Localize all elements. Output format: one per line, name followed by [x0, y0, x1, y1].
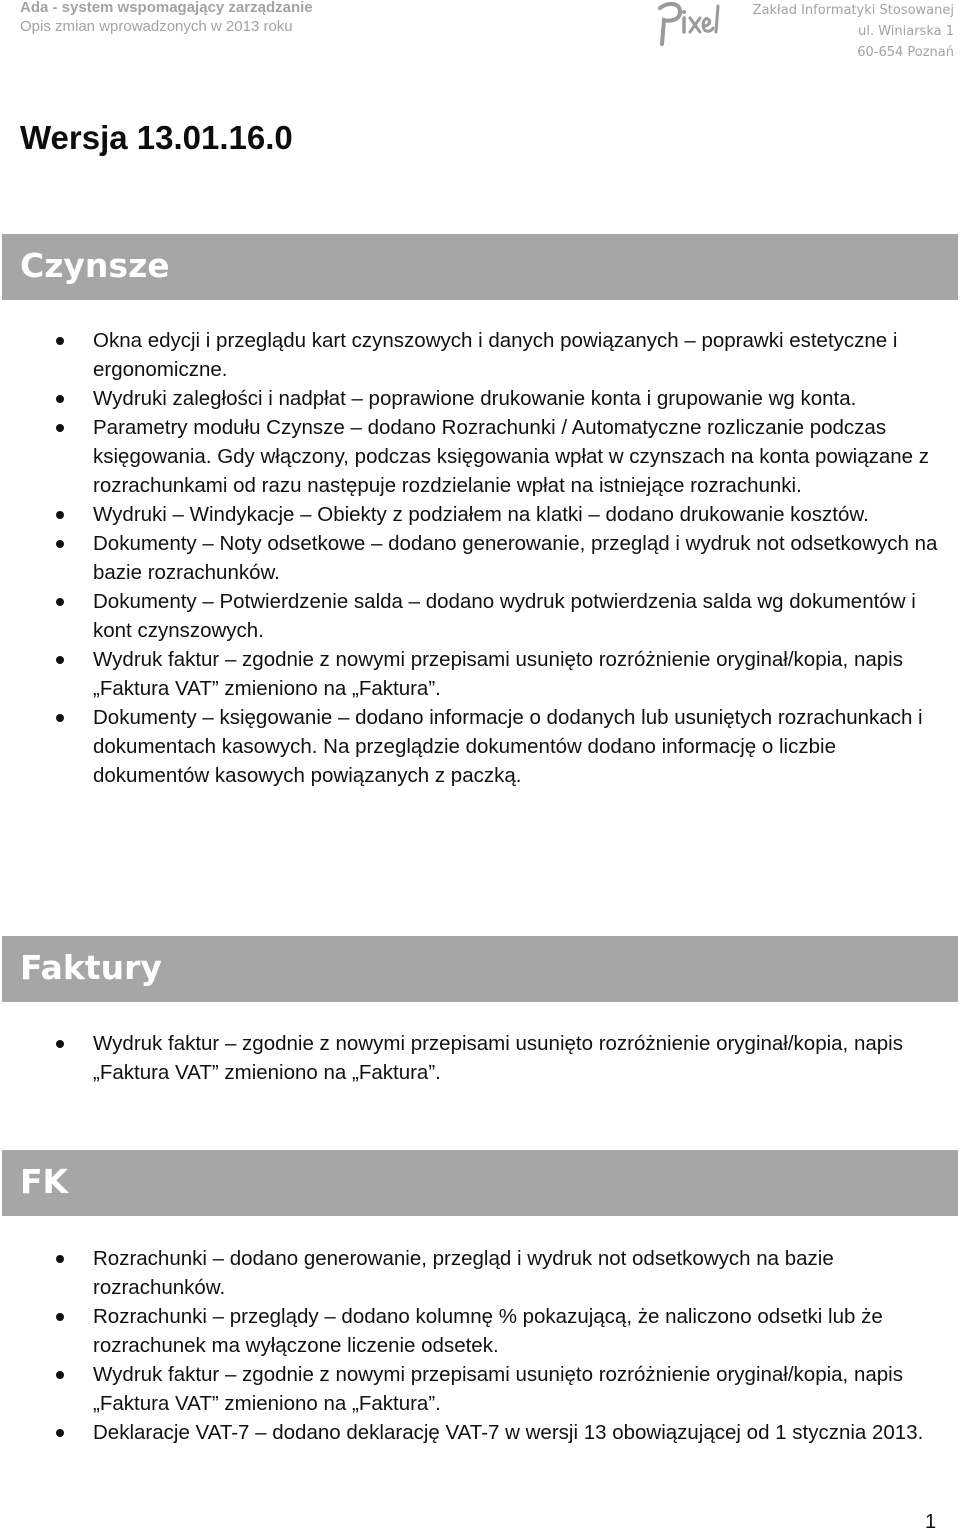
- bullet-icon: [56, 598, 64, 606]
- bullet-icon: [56, 395, 64, 403]
- list-item: Wydruki zaległości i nadpłat – poprawione drukowanie konta i grupowanie wg konta.: [0, 384, 960, 413]
- list-item: Parametry modułu Czynsze – dodano Rozrachunki / Automatyczne rozliczanie podczas księgowania. Gdy włączony, podczas księgowania wpłat w czynszach na konta powiązane z rozrachunkami od razu następuje rozdzielanie wpłat na istniejące rozrachunki.: [0, 413, 960, 500]
- pixel-logo-icon: [650, 0, 724, 48]
- bullet-icon: [56, 337, 64, 345]
- list-item: Dokumenty – księgowanie – dodano informacje o dodanych lub usuniętych rozrachunkach i dokumentach kasowych. Na przeglądzie dokumentów dodano informację o liczbie dokumentów kasowych powiązanych z paczką.: [0, 703, 960, 790]
- list-item: Dokumenty – Noty odsetkowe – dodano generowanie, przegląd i wydruk not odsetkowych na bazie rozrachunków.: [0, 529, 960, 587]
- section-list-faktury: [0, 1029, 960, 1087]
- page-number: 1: [925, 1511, 937, 1533]
- company-street: ul. Winiarska 1: [858, 24, 954, 39]
- bullet-icon: [56, 1313, 64, 1321]
- section-header-fk: [2, 1150, 958, 1216]
- list-item: Wydruki – Windykacje – Obiekty z podziałem na klatki – dodano drukowanie kosztów.: [0, 500, 960, 529]
- list-item: Okna edycji i przeglądu kart czynszowych i danych powiązanych – poprawki estetyczne i ergonomiczne.: [0, 326, 960, 384]
- list-item: Wydruk faktur – zgodnie z nowymi przepisami usunięto rozróżnienie oryginał/kopia, napis „Faktura VAT” zmieniono na „Faktura”.: [0, 1360, 960, 1418]
- bullet-icon: [56, 511, 64, 519]
- company-name: Zakład Informatyki Stosowanej: [752, 3, 954, 18]
- bullet-icon: [56, 424, 64, 432]
- list-item: Deklaracje VAT-7 – dodano deklarację VAT-7 w wersji 13 obowiązującej od 1 stycznia 2013.: [0, 1418, 960, 1447]
- section-title: Czynsze: [20, 246, 170, 285]
- header-subtitle: Opis zmian wprowadzonych w 2013 roku: [20, 18, 293, 35]
- bullet-icon: [56, 1255, 64, 1263]
- bullet-icon: [56, 540, 64, 548]
- list-item: Wydruk faktur – zgodnie z nowymi przepisami usunięto rozróżnienie oryginał/kopia, napis „Faktura VAT” zmieniono na „Faktura”.: [0, 645, 960, 703]
- company-city: 60-654 Poznań: [857, 45, 954, 60]
- list-item: Rozrachunki – przeglądy – dodano kolumnę % pokazującą, że naliczono odsetki lub że rozrachunek ma wyłączone liczenie odsetek.: [0, 1302, 960, 1360]
- bullet-icon: [56, 1429, 64, 1437]
- section-list-czynsze: [0, 326, 960, 790]
- bullet-icon: [56, 714, 64, 722]
- app-title: Ada - system wspomagający zarządzanie: [20, 0, 313, 16]
- company-address: [724, 0, 954, 63]
- section-list-fk: [0, 1244, 960, 1447]
- list-item: Dokumenty – Potwierdzenie salda – dodano wydruk potwierdzenia salda wg dokumentów i kont czynszowych.: [0, 587, 960, 645]
- bullet-icon: [56, 1040, 64, 1048]
- page-header-left: [20, 0, 313, 37]
- bullet-icon: [56, 1371, 64, 1379]
- section-title: Faktury: [20, 948, 162, 987]
- section-header-faktury: [2, 936, 958, 1002]
- list-item: Rozrachunki – dodano generowanie, przegląd i wydruk not odsetkowych na bazie rozrachunków.: [0, 1244, 960, 1302]
- version-title: Wersja 13.01.16.0: [20, 119, 293, 156]
- section-header-czynsze: [2, 234, 958, 300]
- bullet-icon: [56, 656, 64, 664]
- section-title: FK: [20, 1162, 69, 1201]
- list-item: Wydruk faktur – zgodnie z nowymi przepisami usunięto rozróżnienie oryginał/kopia, napis „Faktura VAT” zmieniono na „Faktura”.: [0, 1029, 960, 1087]
